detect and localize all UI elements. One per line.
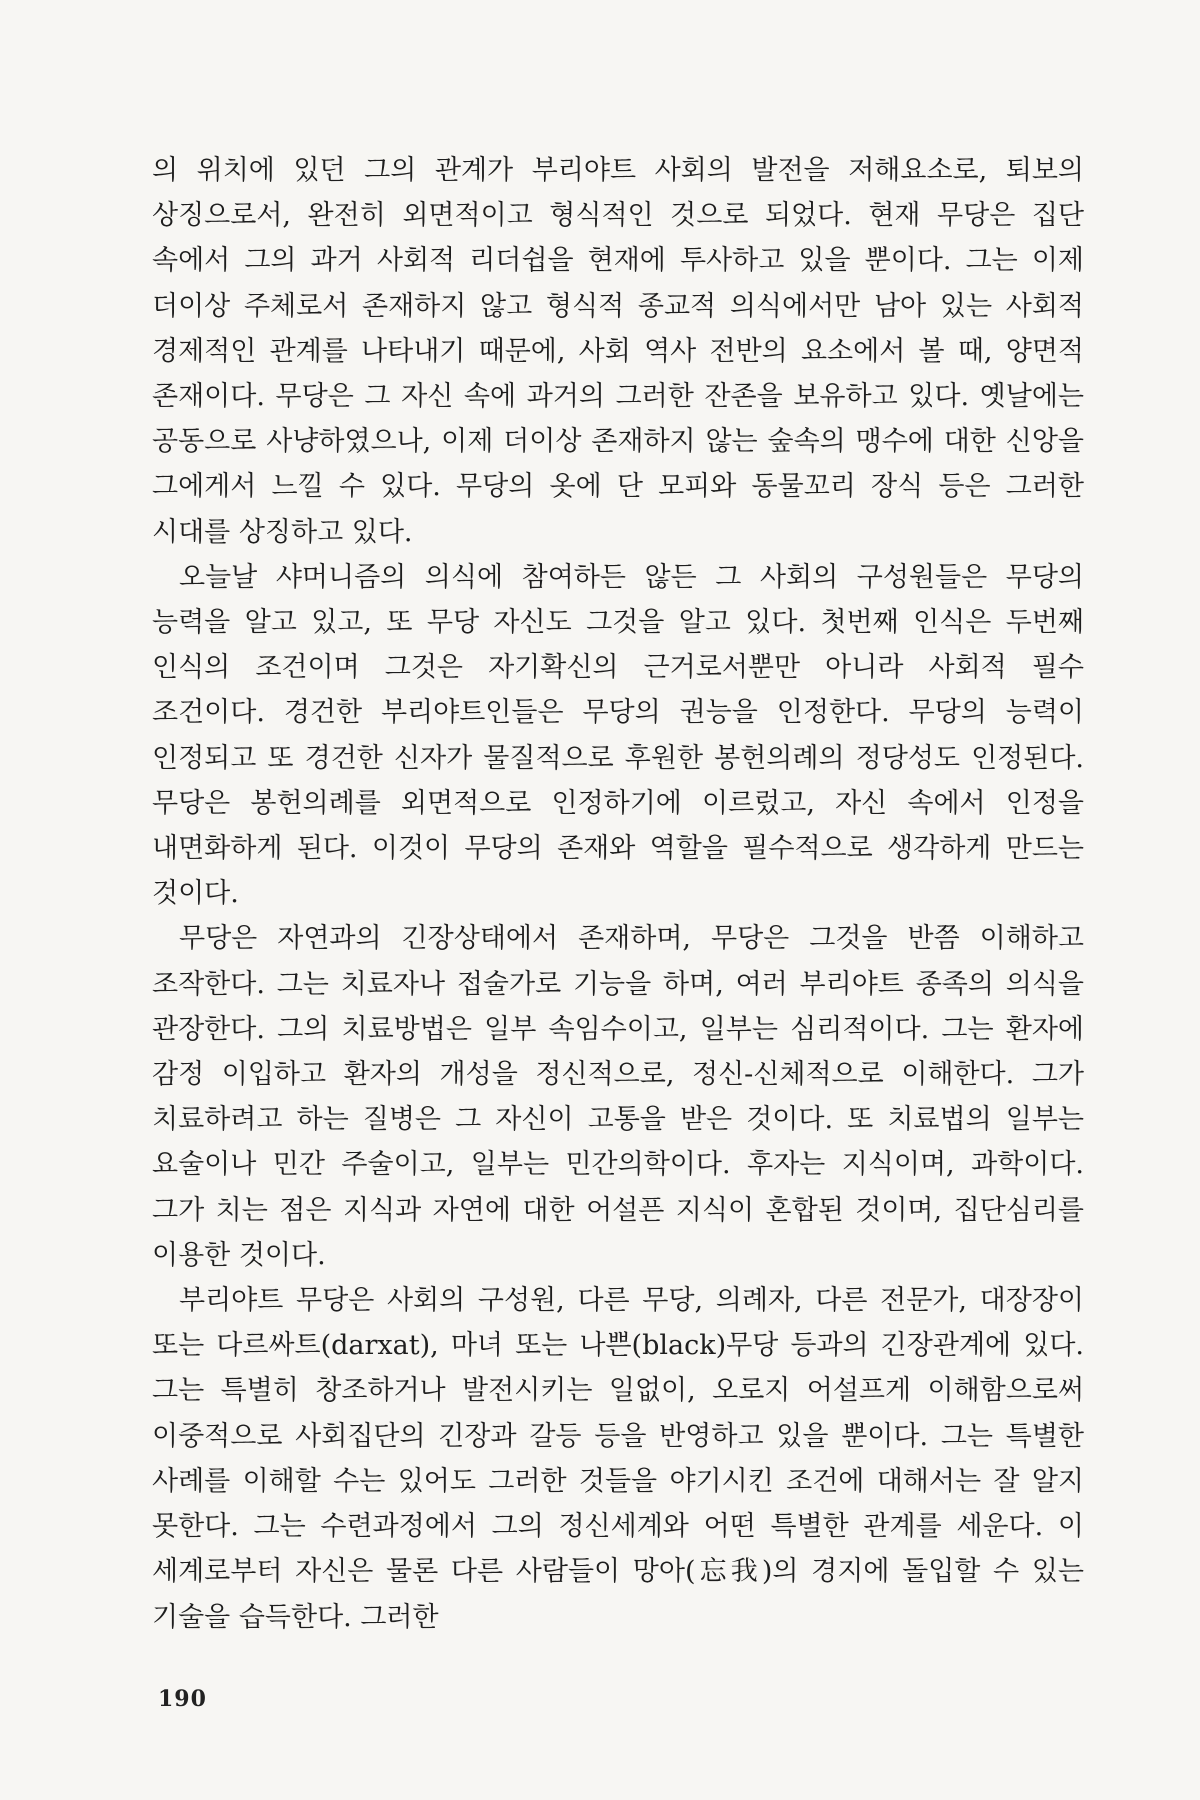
paragraph-3: 무당은 자연과의 긴장상태에서 존재하며, 무당은 그것을 반쯤 이해하고 조작한다. 그는 치료자나 접술가로 기능을 하며, 여러 부리야트 종족의 의식을 관장한다. 그의 치료방법은 일부 속임수이고, 일부는 심리적이다. 그는 환자에 감정 이입하고 환자의 개성을 정신적으로, 정신-신체적으로 이해한다. 그가 치료하려고 하는 질병은 그 자신이 고통을 받은 것이다. 또 치료법의 일부는 요술이나 민간 주술이고, 일부는 민간의학이다. 후자는 지식이며, 과학이다. 그가 치는 점은 지식과 자연에 대한 어설픈 지식이 혼합된 것이며, 집단심리를 이용한 것이다. [152,923,1084,1271]
body-text [152,148,1084,1640]
paragraph-2: 오늘날 샤머니즘의 의식에 참여하든 않든 그 사회의 구성원들은 무당의 능력을 알고 있고, 또 무당 자신도 그것을 알고 있다. 첫번째 인식은 두번째 인식의 조건이며 그것은 자기확신의 근거로서뿐만 아니라 사회적 필수 조건이다. 경건한 부리야트인들은 무당의 권능을 인정한다. 무당의 능력이 인정되고 또 경건한 신자가 물질적으로 후원한 봉헌의례의 정당성도 인정된다. 무당은 봉헌의례를 외면적으로 인정하기에 이르렀고, 자신 속에서 인정을 내면화하게 된다. 이것이 무당의 존재와 역할을 필수적으로 생각하게 만드는 것이다. [152,561,1084,910]
paragraph-1: 의 위치에 있던 그의 관계가 부리야트 사회의 발전을 저해요소로, 퇴보의 상징으로서, 완전히 외면적이고 형식적인 것으로 되었다. 현재 무당은 집단 속에서 그의 과거 사회적 리더쉽을 현재에 투사하고 있을 뿐이다. 그는 이제 더이상 주체로서 존재하지 않고 형식적 종교적 의식에서만 남아 있는 사회적 경제적인 관계를 나타내기 때문에, 사회 역사 전반의 요소에서 볼 때, 양면적 존재이다. 무당은 그 자신 속에 과거의 그러한 잔존을 보유하고 있다. 옛날에는 공동으로 사냥하였으나, 이제 더이상 존재하지 않는 숲속의 맹수에 대한 신앙을 그에게서 느낄 수 있다. 무당의 옷에 단 모피와 동물꼬리 장식 등은 그러한 시대를 상징하고 있다. [152,155,1084,548]
page-number: 190 [158,1686,207,1712]
paragraph-4: 부리야트 무당은 사회의 구성원, 다른 무당, 의례자, 다른 전문가, 대장장이 또는 다르싸트(darxat), 마녀 또는 나쁜(black)무당 등과의 긴장관계에 있다. 그는 특별히 창조하거나 발전시키는 일없이, 오로지 어설프게 이해함으로써 이중적으로 사회집단의 긴장과 갈등 등을 반영하고 있을 뿐이다. 그는 특별한 사례를 이해할 수는 있어도 그러한 것들을 야기시킨 조건에 대해서는 잘 알지 못한다. 그는 수련과정에서 그의 정신세계와 어떤 특별한 관계를 세운다. 이 세계로부터 자신은 물론 다른 사람들이 망아(忘我)의 경지에 돌입할 수 있는 기술을 습득한다. 그러한 [152,1285,1084,1633]
